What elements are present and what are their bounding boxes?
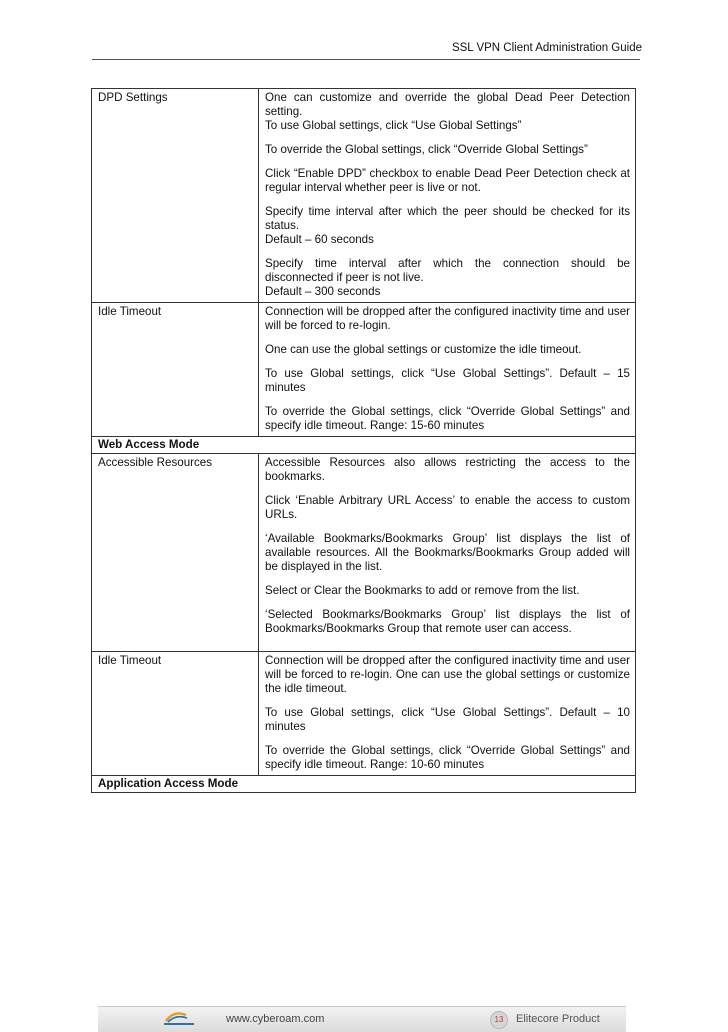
description-paragraph: Click “Enable DPD” checkbox to enable Dead Peer Detection check at regular interval whether peer is live or not. [265, 167, 630, 194]
description-paragraph: Specify time interval after which the peer should be checked for its status. Default – 60 seconds [265, 205, 630, 246]
setting-label: Accessible Resources [92, 454, 259, 652]
setting-label: Idle Timeout [92, 303, 259, 437]
cyberoam-logo-icon [160, 1009, 208, 1029]
section-row [92, 437, 636, 454]
description-paragraph: ‘Selected Bookmarks/Bookmarks Group’ list displays the list of Bookmarks/Bookmarks Group that remote user can access. [265, 608, 630, 635]
footer-url: www.cyberoam.com [226, 1013, 325, 1025]
setting-description [259, 652, 636, 776]
section-heading: Application Access Mode [92, 776, 636, 793]
table-row [92, 652, 636, 776]
description-paragraph: Select or Clear the Bookmarks to add or remove from the list. [265, 584, 580, 597]
table-row [92, 89, 636, 303]
header-divider [92, 59, 640, 60]
description-paragraph: To use Global settings, click “Use Global Settings”. Default – 10 minutes [265, 706, 630, 733]
page-footer [98, 1006, 626, 1032]
description-paragraph: To use Global settings, click “Use Global Settings”. Default – 15 minutes [265, 367, 630, 394]
setting-label: DPD Settings [92, 89, 259, 303]
settings-table [91, 88, 636, 793]
description-paragraph: To override the Global settings, click “Override Global Settings” and specify idle timeout. Range: 15-60 minutes [265, 405, 630, 432]
description-paragraph: To override the Global settings, click “Override Global Settings” [265, 143, 588, 156]
description-paragraph: ‘Available Bookmarks/Bookmarks Group’ list displays the list of available resources. All the Bookmarks/Bookmarks Group added will be displayed in the list. [265, 532, 630, 573]
section-heading: Web Access Mode [92, 437, 636, 454]
setting-label: Idle Timeout [92, 652, 259, 776]
page-header-title: SSL VPN Client Administration Guide [451, 42, 642, 54]
settings-table-body [92, 89, 636, 793]
setting-description [259, 303, 636, 437]
description-paragraph: Connection will be dropped after the configured inactivity time and user will be forced to re-login. [265, 305, 630, 332]
setting-description [259, 454, 636, 652]
description-paragraph: One can use the global settings or customize the idle timeout. [265, 343, 582, 356]
description-paragraph: Connection will be dropped after the configured inactivity time and user will be forced to re-login. One can use the global settings or customize the idle timeout. [265, 654, 630, 695]
description-paragraph: Click ‘Enable Arbitrary URL Access’ to enable the access to custom URLs. [265, 494, 630, 521]
table-row [92, 303, 636, 437]
elitecore-badge-icon: 13 [490, 1011, 508, 1029]
table-row [92, 454, 636, 652]
setting-description [259, 89, 636, 303]
section-row [92, 776, 636, 793]
footer-product-label: Elitecore Product [516, 1013, 600, 1025]
description-paragraph: To override the Global settings, click “Override Global Settings” and specify idle timeout. Range: 10-60 minutes [265, 744, 630, 771]
description-paragraph: Specify time interval after which the connection should be disconnected if peer is not live. Default – 300 seconds [265, 257, 630, 298]
description-paragraph: Accessible Resources also allows restricting the access to the bookmarks. [265, 456, 630, 483]
description-paragraph: One can customize and override the global Dead Peer Detection setting. To use Global settings, click “Use Global Settings” [265, 91, 630, 132]
